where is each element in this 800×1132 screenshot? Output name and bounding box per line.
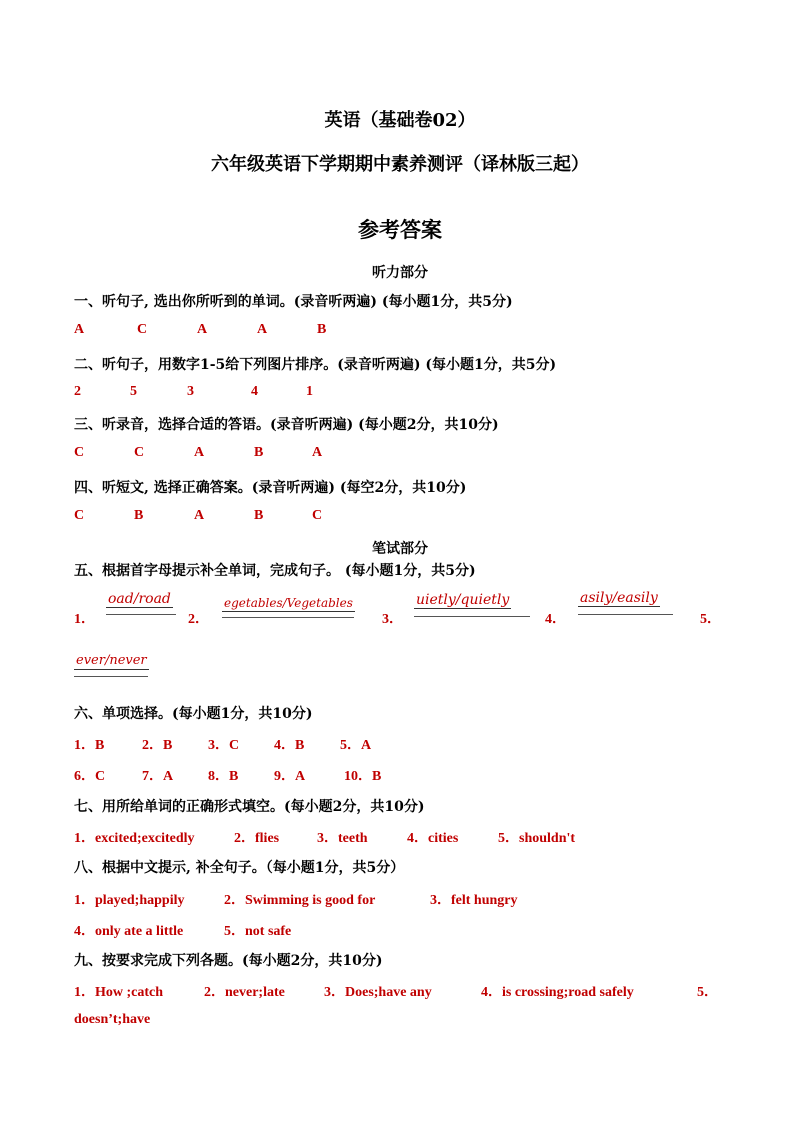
answer: B <box>134 508 144 523</box>
answer: B <box>254 445 264 460</box>
answer: 2．never;late <box>204 985 285 1000</box>
answer-line <box>222 617 354 618</box>
handwritten-word: egetables/Vegetables <box>224 596 353 610</box>
handwritten-answer <box>578 590 660 607</box>
answer: 9．A <box>274 769 306 784</box>
section-2-answers <box>74 384 313 400</box>
answer: 2．flies <box>234 831 280 846</box>
question-number: 2． <box>188 612 209 627</box>
answer: 6．C <box>74 769 106 784</box>
answer: 1．played;happily <box>74 893 185 908</box>
answer: 3．teeth <box>317 831 368 846</box>
answer: 2．Swimming is good for <box>224 893 376 908</box>
answer: 4．only ate a little <box>74 924 184 939</box>
answer: B <box>317 322 327 337</box>
answer: 4．B <box>274 738 305 753</box>
section-7-title: 七、用所给单词的正确形式填空。(每小题2分，共10分) <box>74 799 425 815</box>
answer-line <box>578 614 673 615</box>
section-4-title: 四、听短文, 选择正确答案。(录音听两遍) (每空2分，共10分) <box>74 480 467 496</box>
handwritten-answer <box>74 652 149 670</box>
section-5-title: 五、根据首字母提示补全单词，完成句子。 (每小题1分，共5分) <box>74 563 476 579</box>
section-3-title: 三、听录音，选择合适的答语。(录音听两遍) (每小题2分，共10分) <box>74 417 499 433</box>
section-8-answers-row-1 <box>74 889 518 909</box>
handwritten-word: oad/road <box>108 591 171 607</box>
answer: C <box>312 508 323 523</box>
answer: 5．shouldn't <box>498 831 576 846</box>
section-9-title: 九、按要求完成下列各题。(每小题2分，共10分) <box>74 953 383 969</box>
section-3-answers <box>74 445 322 461</box>
answer-line <box>106 614 176 615</box>
question-number: 5． <box>700 612 721 627</box>
section-1-title: 一、听句子, 选出你所听到的单词。(录音听两遍) (每小题1分，共5分) <box>74 294 513 310</box>
document-subtitle: 六年级英语下学期期中素养测评（译林版三起） <box>211 154 589 175</box>
handwritten-word: uietly/quietly <box>416 592 510 608</box>
handwritten-answer <box>106 591 173 608</box>
answer-key-heading: 参考答案 <box>358 217 442 242</box>
answer: A <box>257 322 268 337</box>
answer: C <box>134 445 145 460</box>
answer: 7．A <box>142 769 174 784</box>
answer: 1 <box>306 384 313 399</box>
answer: 1．How ;catch <box>74 985 164 1000</box>
section-2-title: 二、听句子，用数字1-5给下列图片排序。(录音听两遍) (每小题1分，共5分) <box>74 357 557 373</box>
answer: A <box>197 322 208 337</box>
answer-line <box>74 676 148 677</box>
question-number: 1． <box>74 612 95 627</box>
handwritten-answer <box>222 595 355 612</box>
section-7-answers <box>74 827 575 847</box>
writing-part-heading: 笔试部分 <box>372 541 428 557</box>
question-number: 4． <box>545 612 566 627</box>
section-1-answers <box>74 322 326 338</box>
answer: A <box>194 508 205 523</box>
section-9-answers-row-1 <box>74 981 718 1001</box>
answer: 3．C <box>208 738 240 753</box>
section-8-title: 八、根据中文提示, 补全句子。（每小题1分，共5分） <box>74 860 405 876</box>
answer: C <box>74 508 85 523</box>
answer: 4．is crossing;road safely <box>481 985 634 1000</box>
answer: 1．B <box>74 738 105 753</box>
answer: 3 <box>187 384 194 399</box>
listening-part-heading: 听力部分 <box>372 265 428 281</box>
answer: A <box>194 445 205 460</box>
section-8-answers-row-2 <box>74 920 291 940</box>
answer: 5．A <box>340 738 372 753</box>
answer: 5． <box>697 985 718 1000</box>
document-title: 英语（基础卷02） <box>324 110 476 131</box>
section-6-title: 六、单项选择。(每小题1分，共10分) <box>74 706 313 722</box>
section-4-answers <box>74 508 322 524</box>
answer: C <box>74 445 85 460</box>
section-6-answers-row-2 <box>74 765 381 785</box>
answer: 5．not safe <box>224 924 292 939</box>
answer: 4 <box>251 384 258 399</box>
answer: 1．excited;excitedly <box>74 831 195 846</box>
answer: 5 <box>130 384 137 399</box>
answer: C <box>137 322 148 337</box>
handwritten-word: asily/easily <box>580 590 658 606</box>
handwritten-answer <box>414 592 511 609</box>
answer: 4．cities <box>407 831 459 846</box>
section-9-answers-row-2 <box>74 1012 150 1028</box>
answer: 2 <box>74 384 81 399</box>
answer: A <box>74 322 85 337</box>
handwritten-word: ever/never <box>76 653 147 668</box>
answer: A <box>312 445 323 460</box>
section-6-answers-row-1 <box>74 734 371 754</box>
question-number: 3． <box>382 612 403 627</box>
answer: 2．B <box>142 738 173 753</box>
answer: 10．B <box>344 769 382 784</box>
answer: 8．B <box>208 769 239 784</box>
answer: 3．felt hungry <box>430 893 518 908</box>
answer: doesn’t;have <box>74 1012 151 1027</box>
answer-line <box>414 616 530 617</box>
answer: 3．Does;have any <box>324 985 432 1000</box>
answer: B <box>254 508 264 523</box>
